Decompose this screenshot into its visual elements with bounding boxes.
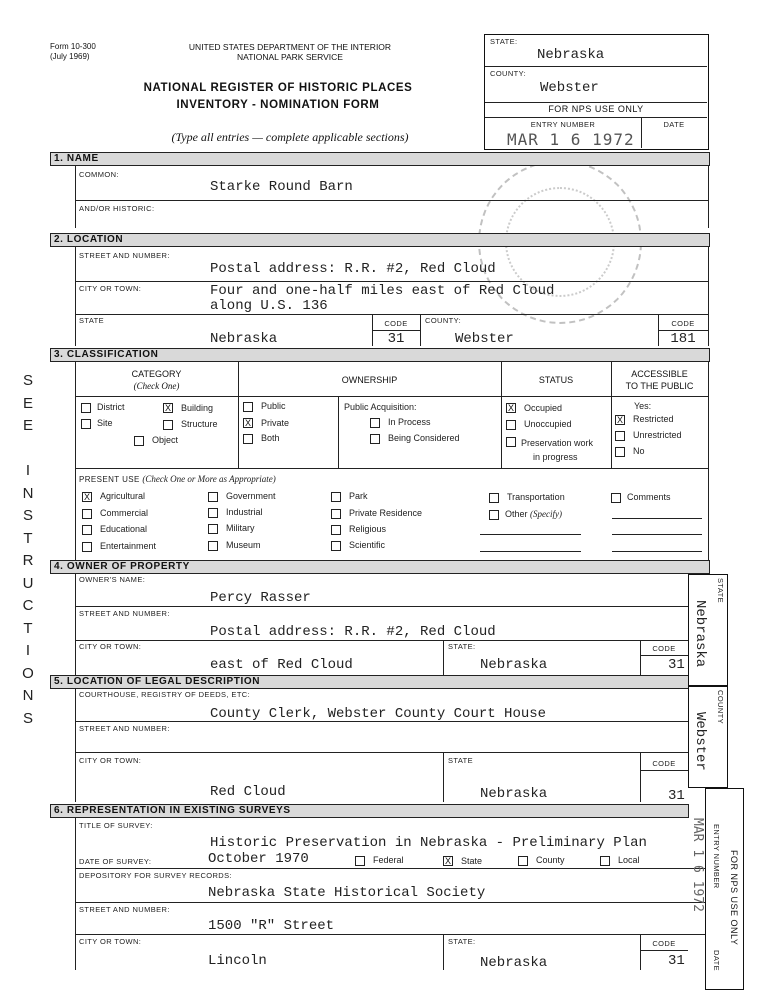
side-state-label: STATE (716, 578, 725, 604)
structure-label: Structure (181, 419, 218, 429)
museum-checkbox[interactable] (208, 541, 218, 551)
accessible-no-checkbox[interactable] (615, 447, 625, 457)
side-county-label: COUNTY (716, 690, 725, 725)
survey-street-label: STREET AND NUMBER: (79, 905, 170, 914)
depository-value: Nebraska State Historical Society (208, 885, 486, 901)
location-street-label: STREET AND NUMBER: (79, 251, 170, 260)
top-county-value: Webster (540, 80, 599, 96)
public-acquisition-label: Public Acquisition: (344, 402, 417, 412)
commercial-label: Commercial (100, 508, 149, 518)
side-date-label: DATE (712, 950, 721, 972)
entry-date-stamp: MAR 1 6 1972 (507, 130, 635, 149)
top-date-label: DATE (663, 120, 685, 129)
site-label: Site (97, 418, 113, 428)
building-label: Building (181, 403, 214, 413)
accessible-header: ACCESSIBLE TO THE PUBLIC (625, 369, 694, 391)
occupied-checkbox[interactable]: X (507, 403, 514, 413)
private-checkbox[interactable]: X (244, 418, 251, 428)
top-state-value: Nebraska (537, 47, 605, 63)
legal-street-label: STREET AND NUMBER: (79, 724, 170, 733)
other-label: Other (Specify) (505, 509, 563, 519)
legal-city-value: Red Cloud (210, 784, 286, 800)
survey-date-value: October 1970 (208, 851, 309, 867)
location-county-label: COUNTY: (425, 316, 462, 325)
scientific-checkbox[interactable] (331, 541, 341, 551)
historic-label: AND/OR HISTORIC: (79, 204, 155, 213)
unoccupied-checkbox[interactable] (506, 420, 516, 430)
legal-state-label: STATE (448, 756, 474, 765)
location-street-value: Postal address: R.R. #2, Red Cloud (210, 261, 496, 277)
depository-label: DEPOSITORY FOR SURVEY RECORDS: (79, 871, 233, 880)
restricted-checkbox[interactable]: X (616, 415, 623, 425)
section-1-name-header: 1. NAME (50, 152, 710, 166)
common-name-value: Starke Round Barn (210, 179, 353, 195)
status-header: STATUS (538, 375, 574, 385)
owner-name-value: Percy Rasser (210, 590, 311, 606)
being-considered-label: Being Considered (388, 433, 460, 443)
unoccupied-label: Unoccupied (524, 419, 572, 429)
survey-code-label: CODE (652, 939, 676, 948)
location-state-code-value: 31 (387, 331, 405, 347)
entertainment-checkbox[interactable] (82, 542, 92, 552)
religious-label: Religious (349, 524, 387, 534)
religious-checkbox[interactable] (331, 525, 341, 535)
unrestricted-checkbox[interactable] (615, 431, 625, 441)
preservation-work-checkbox[interactable] (506, 437, 516, 447)
form-title: NATIONAL REGISTER OF HISTORIC PLACES INVENTORY - NOMINATION FORM (143, 82, 413, 111)
survey-code-value: 31 (668, 953, 685, 969)
museum-label: Museum (226, 540, 261, 550)
section-5-legal-description-header: 5. LOCATION OF LEGAL DESCRIPTION (50, 675, 689, 689)
entertainment-label: Entertainment (100, 541, 157, 551)
industrial-checkbox[interactable] (208, 508, 218, 518)
location-city-value: Four and one-half miles east of Red Cloud along U.S. 136 (210, 283, 555, 314)
preservation-work-label: Preservation work in progress (521, 438, 594, 462)
industrial-label: Industrial (226, 507, 263, 517)
scientific-label: Scientific (349, 540, 386, 550)
location-county-code-value: 181 (670, 331, 696, 347)
local-survey-label: Local (618, 855, 640, 865)
location-county-value: Webster (455, 331, 514, 347)
owner-state-value: Nebraska (480, 657, 548, 673)
federal-checkbox[interactable] (355, 856, 365, 866)
see-instructions-text: S E E I N S T R U C T I O N S (22, 372, 34, 727)
transportation-label: Transportation (507, 492, 565, 502)
section-2-location-header: 2. LOCATION (50, 233, 710, 247)
agricultural-checkbox[interactable]: X (83, 492, 90, 502)
survey-street-value: 1500 "R" Street (208, 918, 335, 934)
both-checkbox[interactable] (243, 434, 253, 444)
survey-city-value: Lincoln (208, 953, 267, 969)
owner-code-label: CODE (652, 644, 676, 653)
restricted-label: Restricted (633, 414, 674, 424)
ownership-header: OWNERSHIP (341, 375, 398, 385)
legal-city-label: CITY OR TOWN: (79, 756, 142, 765)
building-checkbox[interactable]: X (164, 403, 171, 413)
section-6-surveys-header: 6. REPRESENTATION IN EXISTING SURVEYS (50, 804, 689, 818)
legal-code-value: 31 (668, 788, 685, 804)
courthouse-value: County Clerk, Webster County Court House (210, 706, 547, 722)
side-entry-date-stamp: MAR 1 6 1972 (690, 818, 705, 912)
district-label: District (97, 402, 125, 412)
see-instructions-side-text (8, 370, 48, 730)
military-checkbox[interactable] (208, 524, 218, 534)
location-city-label: CITY OR TOWN: (79, 284, 142, 293)
side-nps-only-label: FOR NPS USE ONLY (729, 850, 739, 946)
section-3-classification-header: 3. CLASSIFICATION (50, 348, 710, 362)
legal-state-value: Nebraska (480, 786, 548, 802)
public-checkbox[interactable] (243, 402, 253, 412)
accessible-no-label: No (633, 446, 645, 456)
survey-title-label: TITLE OF SURVEY: (79, 821, 153, 830)
owner-city-label: CITY OR TOWN: (79, 642, 142, 651)
top-entry-number-label: ENTRY NUMBER (530, 120, 596, 129)
survey-date-label: DATE OF SURVEY: (79, 857, 152, 866)
common-label: COMMON: (79, 170, 119, 179)
government-label: Government (226, 491, 276, 501)
owner-name-label: OWNER'S NAME: (79, 575, 146, 584)
public-label: Public (261, 401, 286, 411)
section-4-owner-header: 4. OWNER OF PROPERTY (50, 560, 710, 574)
park-checkbox[interactable] (331, 492, 341, 502)
accessible-yes-label: Yes: (634, 401, 652, 411)
top-county-label: COUNTY: (490, 69, 527, 78)
present-use-label: PRESENT USE (Check One or More as Appropriate) (79, 474, 276, 484)
owner-street-label: STREET AND NUMBER: (79, 609, 170, 618)
survey-title-value: Historic Preservation in Nebraska - Preliminary Plan (210, 835, 647, 851)
side-state-value: Nebraska (692, 600, 708, 668)
agricultural-label: Agricultural (100, 491, 146, 501)
site-checkbox[interactable] (81, 419, 91, 429)
location-state-value: Nebraska (210, 331, 278, 347)
owner-code-value: 31 (668, 657, 685, 673)
other-checkbox[interactable] (489, 510, 499, 520)
survey-city-label: CITY OR TOWN: (79, 937, 142, 946)
district-checkbox[interactable] (81, 403, 91, 413)
form-instructions: (Type all entries — complete applicable sections) (171, 130, 409, 144)
government-checkbox[interactable] (208, 492, 218, 502)
side-county-value: Webster (692, 712, 708, 771)
survey-state-label: STATE: (448, 937, 476, 946)
local-survey-checkbox[interactable] (600, 856, 610, 866)
state-survey-label: State (461, 856, 483, 866)
top-state-label: STATE: (490, 37, 518, 46)
occupied-label: Occupied (524, 403, 563, 413)
courthouse-label: COURTHOUSE, REGISTRY OF DEEDS, ETC: (79, 690, 251, 699)
top-nps-only-label: FOR NPS USE ONLY (548, 104, 644, 114)
owner-city-value: east of Red Cloud (210, 657, 353, 673)
both-label: Both (261, 433, 280, 443)
location-state-label: STATE (79, 316, 105, 325)
survey-state-value: Nebraska (480, 955, 548, 971)
commercial-checkbox[interactable] (82, 509, 92, 519)
unrestricted-label: Unrestricted (633, 430, 682, 440)
county-survey-label: County (536, 855, 565, 865)
educational-label: Educational (100, 524, 148, 534)
in-process-checkbox[interactable] (370, 418, 380, 428)
comments-label: Comments (627, 492, 671, 502)
private-label: Private (261, 418, 290, 428)
federal-label: Federal (373, 855, 404, 865)
educational-checkbox[interactable] (82, 525, 92, 535)
location-county-code-label: CODE (671, 319, 695, 328)
object-checkbox[interactable] (134, 436, 144, 446)
category-header: CATEGORY (Check One) (131, 369, 182, 391)
side-entry-number-label: ENTRY NUMBER (712, 824, 721, 889)
structure-checkbox[interactable] (163, 420, 173, 430)
state-survey-checkbox[interactable]: X (444, 856, 451, 866)
object-label: Object (152, 435, 179, 445)
park-label: Park (349, 491, 368, 501)
being-considered-checkbox[interactable] (370, 434, 380, 444)
form-number: Form 10-300 (July 1969) (50, 42, 96, 61)
legal-code-label: CODE (652, 759, 676, 768)
comments-checkbox[interactable] (611, 493, 621, 503)
in-process-label: In Process (388, 417, 431, 427)
owner-street-value: Postal address: R.R. #2, Red Cloud (210, 624, 496, 640)
private-residence-label: Private Residence (349, 508, 423, 518)
location-state-code-label: CODE (384, 319, 408, 328)
county-survey-checkbox[interactable] (518, 856, 528, 866)
department-heading: UNITED STATES DEPARTMENT OF THE INTERIOR NATIONAL PARK SERVICE (188, 42, 392, 62)
transportation-checkbox[interactable] (489, 493, 499, 503)
owner-state-label: STATE: (448, 642, 476, 651)
military-label: Military (226, 523, 255, 533)
private-residence-checkbox[interactable] (331, 509, 341, 519)
